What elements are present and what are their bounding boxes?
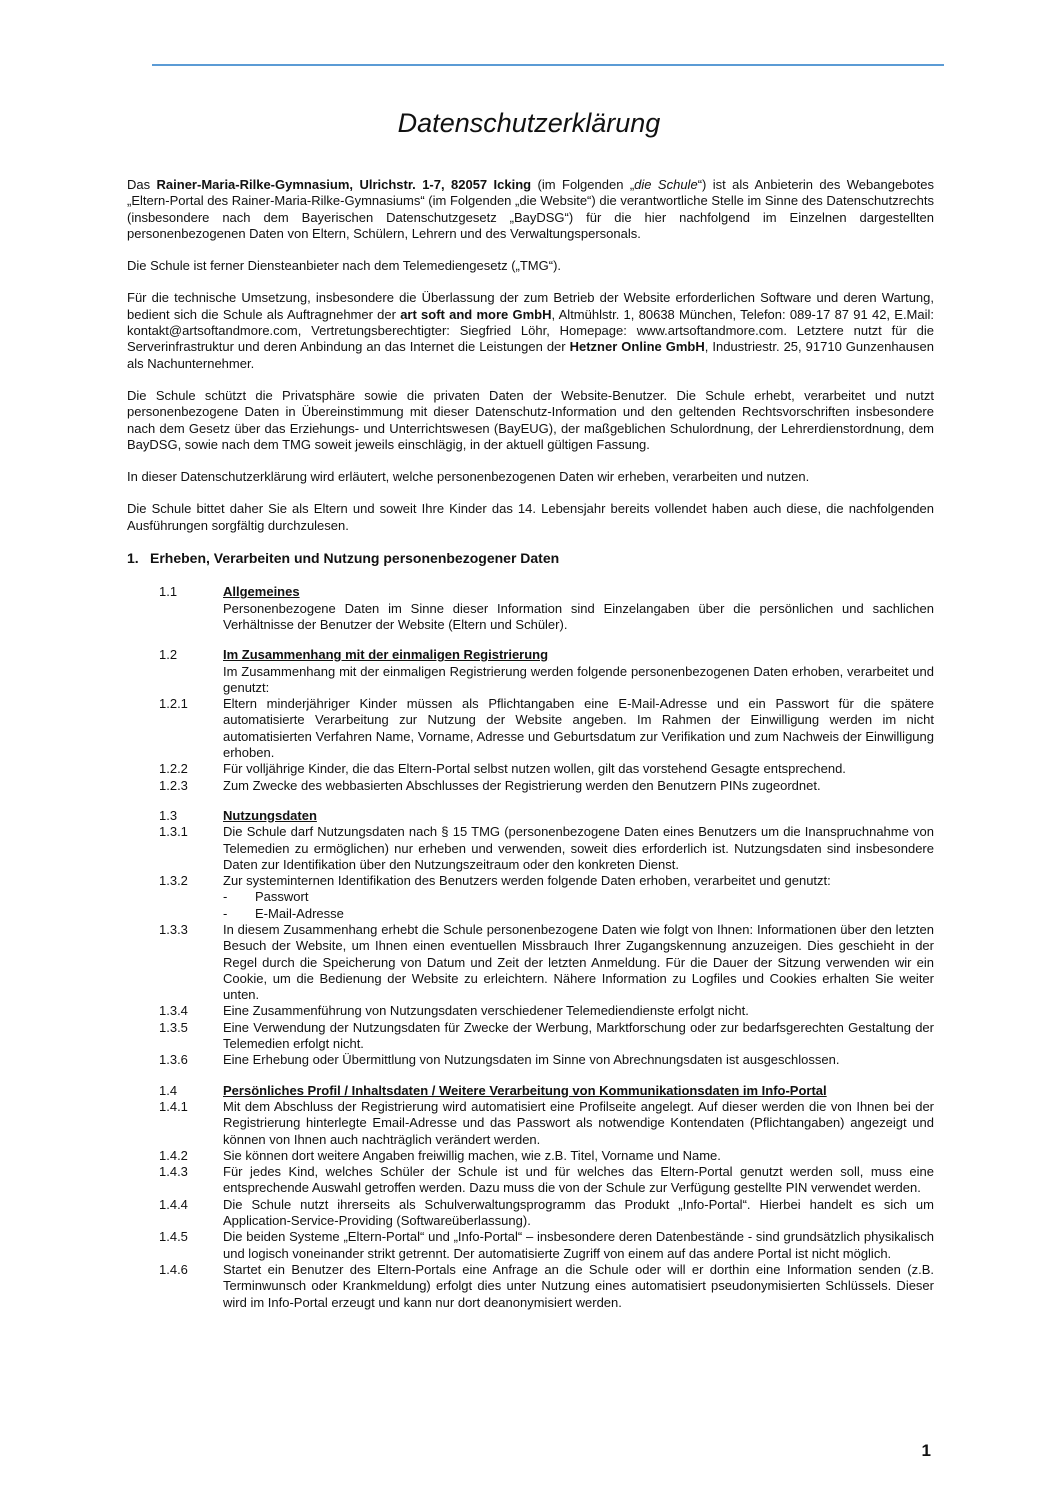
item-number: 1.3.6 <box>159 1052 188 1068</box>
text-span: (im Folgenden „ <box>531 177 635 192</box>
intro-paragraph-1 <box>127 177 934 242</box>
italic-term: die Schule <box>634 177 698 192</box>
bullet-dash: - <box>223 889 228 905</box>
item-number: 1.2.2 <box>159 761 188 777</box>
header-rule <box>152 64 944 66</box>
bullet-dash: - <box>223 905 228 921</box>
item-text: Die beiden Systeme „Eltern-Portal“ und „Info-Portal“ – insbesondere deren Datenbestände - sind grundsätzlich physikalisch und logisch voneinander strikt getrennt. Der automatisierte Zugriff von einem auf das andere Portal ist nicht möglich. <box>223 1229 934 1261</box>
bullet-text: E-Mail-Adresse <box>255 905 344 921</box>
document-body <box>127 177 934 1325</box>
section-heading-1 <box>127 550 934 566</box>
text-span: , Altmühlstr. 1, 80638 München, Telefon: 089-17 87 91 42, E.Mail: kontakt@artsoftandmore.com, Vertretungsberechtigter: Siegfried Löhr, Homepage: www.artsoftandmore.com. Letztere nutzt für die Serverinfrastruktur und deren Anbindung an das Internet die Leistungen der <box>127 306 935 355</box>
page-number: 1 <box>921 1441 931 1460</box>
text-span: “) ist als Anbieterin des Webangebotes „Eltern-Portal des Rainer-Maria-Rilke-Gymnasiums“ (im Folgenden „die Website“) die verantwortliche Stelle im Sinne des Datenschutzrechts (insbesondere nach dem Bayerischen Datenschutzgesetz „BayDSG“) für die hier nachfolgend im Einzelnen dargestellten personenbezogenen Daten von Eltern, Schülern, Lehrern und des Verwaltungspersonals. <box>127 177 934 241</box>
section-number: 1.1 <box>159 584 178 600</box>
item-number: 1.3.4 <box>159 1003 188 1019</box>
item-text: Mit dem Abschluss der Registrierung wird automatisiert eine Profilseite angelegt. Auf dieser werden die von Ihnen bei der Registrierung hinterlegte Email-Adresse und das Passwort als notwendige Kontendaten (Pflichtangaben) angezeigt und können von Ihnen auch nachträglich verändert werden. <box>223 1098 934 1147</box>
text-span: Für die technische Umsetzung, insbesondere die Überlassung der zum Betrieb der Website erforderlichen Software und deren Wartung, bedient sich die Schule als Auftragnehmer der <box>127 290 934 322</box>
item-number: 1.3.3 <box>159 921 188 937</box>
item-text: Für jedes Kind, welches Schüler der Schule ist und für welches das Eltern-Portal genutzt werden soll, muss eine entsprechende Auswahl getroffen werden. Dazu muss die von der Schule zur Verfügung gestellte PIN verwendet werden. <box>223 1164 934 1196</box>
text-span: , Industriestr. 25, 91710 Gunzenhausen als Nachunternehmer. <box>127 339 934 371</box>
section-text: Personenbezogene Daten im Sinne dieser Information sind Einzelangaben über die persönlichen und sachlichen Verhältnisse der Benutzer der Website (Eltern und Schüler). <box>223 600 934 632</box>
company-name: Hetzner Online GmbH <box>569 339 705 355</box>
page-title: Datenschutzerklärung <box>397 108 661 138</box>
item-text: Eine Verwendung der Nutzungsdaten für Zwecke der Werbung, Marktforschung oder zur bedarfsgerechten Gestaltung der Telemedien erfolgt nicht. <box>223 1019 934 1052</box>
list-item <box>223 889 934 905</box>
section-1-3 <box>127 808 934 1069</box>
text-span: Das <box>127 177 157 192</box>
section-number: 1.2 <box>159 647 178 663</box>
section-title: Persönliches Profil / Inhaltsdaten / Weitere Verarbeitung von Kommunikationsdaten im Info-Portal <box>223 1082 827 1098</box>
intro-paragraph-4: Die Schule schützt die Privatsphäre sowie die privaten Daten der Website-Benutzer. Die Schule erhebt, verarbeitet und nutzt personenbezogene Daten in Übereinstimmung mit dieser Datenschutz-Information und den geltenden Rechtsvorschriften insbesondere nach dem Gesetz über das Erziehungs- und Unterrichtswesen (BayEUG), der maßgeblichen Schulordnung, der Lehrerdienstordnung, dem BayDSG, sowie nach dem TMG soweit jeweils einschlägig, in der aktuell gültigen Fassung. <box>127 387 934 452</box>
item-number: 1.3.5 <box>159 1019 188 1035</box>
section-title: Im Zusammenhang mit der einmaligen Registrierung <box>223 647 549 663</box>
item-text: Eine Zusammenführung von Nutzungsdaten verschiedener Telemediendienste erfolgt nicht. <box>223 1003 749 1019</box>
section-1-2 <box>127 647 934 794</box>
section-number: 1.3 <box>159 807 178 823</box>
list-item <box>223 906 934 922</box>
intro-paragraph-3 <box>127 290 934 371</box>
item-number: 1.4.3 <box>159 1164 188 1180</box>
item-text: Die Schule nutzt ihrerseits als Schulverwaltungsprogramm das Produkt „Info-Portal“. Hierbei handelt es sich um Application-Service-Providing (Softwareüberlassung). <box>223 1196 934 1229</box>
company-name: art soft and more GmbH <box>400 306 552 322</box>
item-number: 1.4.6 <box>159 1261 188 1277</box>
bullet-text: Passwort <box>255 889 309 905</box>
section-title: Allgemeines <box>223 584 300 600</box>
item-text: Startet ein Benutzer des Eltern-Portals eine Anfrage an die Schule oder will er dorthin eine Information senden (z.B. Terminwunsch oder Krankmeldung) erfolgt dies unter Nutzung eines automatisiert pseudonymisierten Schlüssels. Dieser wird im Info-Portal erzeugt und kann nur dort deanonymisiert werden. <box>223 1261 934 1310</box>
section-1-1 <box>127 584 934 633</box>
intro-paragraph-2: Die Schule ist ferner Diensteanbieter nach dem Telemediengesetz („TMG“). <box>127 258 562 274</box>
item-text: Für volljährige Kinder, die das Eltern-Portal selbst nutzen wollen, gilt das vorstehend Gesagte entsprechend. <box>223 761 846 777</box>
item-number: 1.3.2 <box>159 873 188 889</box>
heading-text: Erheben, Verarbeiten und Nutzung personenbezogener Daten <box>150 550 560 567</box>
intro-paragraph-6: Die Schule bittet daher Sie als Eltern und soweit Ihre Kinder das 14. Lebensjahr bereits vollendet haben auch diese, die nachfolgenden Ausführungen sorgfältig durchzulesen. <box>127 501 934 533</box>
section-1-4 <box>127 1083 934 1311</box>
item-text: Zur systeminternen Identifikation des Benutzers werden folgende Daten erhoben, verarbeitet und genutzt: <box>223 873 831 889</box>
item-text: Die Schule darf Nutzungsdaten nach § 15 TMG (personenbezogene Daten eines Benutzers um die Inanspruchnahme von Telemedien zu ermöglichen) nur erheben und verwenden, soweit dies erforderlich ist. Nutzungsdaten sind insbesondere Daten zur Identifikation über den Nutzungszeitraum oder den konkreten Dienst. <box>223 824 934 872</box>
item-text: Eine Erhebung oder Übermittlung von Nutzungsdaten im Sinne von Abrechnungsdaten ist ausgeschlossen. <box>223 1052 840 1068</box>
section-number: 1.4 <box>159 1082 178 1098</box>
item-text: In diesem Zusammenhang erhebt die Schule personenbezogene Daten wie folgt von Ihnen: Informationen über den letzten Besuch der Website, um Ihnen einen eventuellen Missbrauch Ihrer Zugangskennung anzuzeigen. Dies geschieht in der Regel durch die Speicherung von Datum und Zeit der letzten Anmeldung. Für die Dauer der Sitzung verwenden wir ein Cookie, um die Bedienung der Website zu erleichtern. Nähere Information zu Logfiles und Cookies erhalten Sie weiter unten. <box>223 921 934 1003</box>
item-number: 1.4.4 <box>159 1196 188 1212</box>
item-text: Eltern minderjähriger Kinder müssen als Pflichtangaben eine E-Mail-Adresse und ein Passwort für die spätere automatisierte Verarbeitung zur Nutzung der Website angeben. Im Rahmen der Einwilligung werden im nicht automatisierten Verfahren Name, Vorname, Adresse und Geburtsdatum zur Verifikation und zum Nachweis der Einwilligung erhoben. <box>223 696 934 761</box>
school-name: Rainer-Maria-Rilke-Gymnasium, Ulrichstr. 1-7, 82057 Icking <box>156 177 532 192</box>
item-text: Sie können dort weitere Angaben freiwillig machen, wie z.B. Titel, Vorname und Name. <box>223 1147 721 1163</box>
intro-paragraph-5: In dieser Datenschutzerklärung wird erläutert, welche personenbezogenen Daten wir erheben, verarbeiten und nutzen. <box>127 469 810 485</box>
item-number: 1.4.2 <box>159 1147 188 1163</box>
item-number: 1.2.1 <box>159 696 188 712</box>
item-number: 1.3.1 <box>159 824 188 840</box>
item-number: 1.4.1 <box>159 1098 188 1114</box>
section-text: Im Zusammenhang mit der einmaligen Registrierung werden folgende personenbezogenen Daten erhoben, verarbeitet und genutzt: <box>223 663 934 695</box>
section-title: Nutzungsdaten <box>223 807 317 823</box>
heading-number: 1. <box>127 550 139 567</box>
item-text: Zum Zwecke des webbasierten Abschlusses der Registrierung werden den Benutzern PINs zugeordnet. <box>223 777 821 793</box>
item-number: 1.2.3 <box>159 777 188 793</box>
item-number: 1.4.5 <box>159 1229 188 1245</box>
